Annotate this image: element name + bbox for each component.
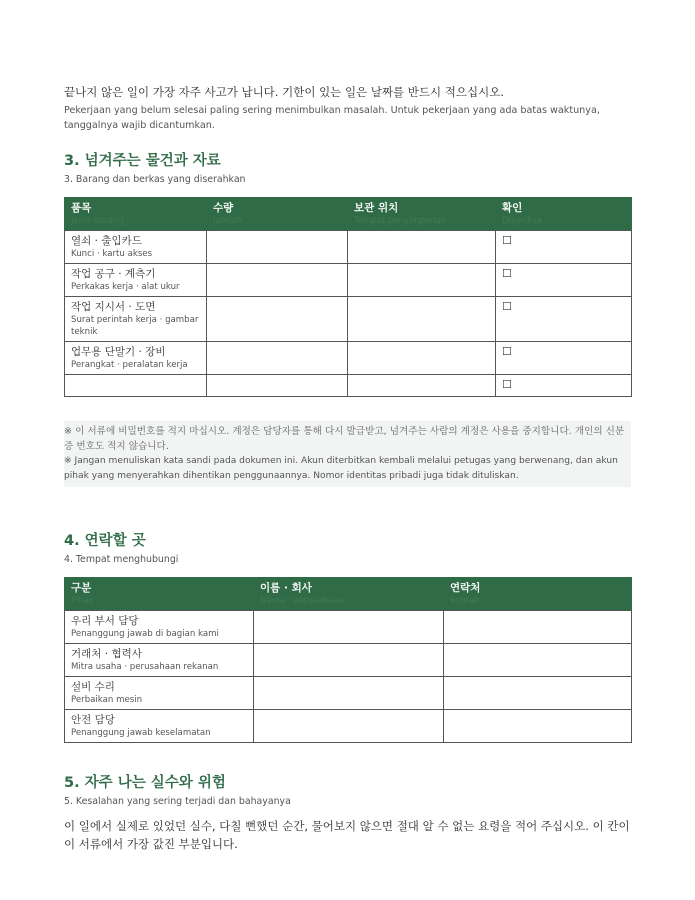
- column-header-party: 구분 Pihak: [65, 577, 254, 611]
- document-page: [64, 84, 631, 853]
- contact-cell[interactable]: [444, 677, 632, 710]
- location-cell[interactable]: [348, 375, 496, 397]
- location-cell[interactable]: [348, 297, 496, 342]
- name-company-cell[interactable]: [254, 611, 444, 644]
- table-row: [65, 710, 632, 743]
- location-cell[interactable]: [348, 264, 496, 297]
- party-cell: 우리 부서 담당 Penanggung jawab di bagian kami: [65, 611, 254, 644]
- party-cell: 거래처 · 협력사 Mitra usaha · perusahaan rekanan: [65, 644, 254, 677]
- checkbox[interactable]: ☐: [502, 300, 512, 313]
- table-row: [65, 375, 632, 397]
- security-note: [64, 421, 631, 487]
- quantity-cell[interactable]: [207, 264, 348, 297]
- section-4: [64, 531, 631, 743]
- checkbox[interactable]: ☐: [502, 267, 512, 280]
- section-5: [64, 773, 631, 853]
- column-header-quantity: 수량 Jumlah: [207, 197, 348, 231]
- checkbox[interactable]: ☐: [502, 345, 512, 358]
- section-4-title: 4. 연락할 곳: [64, 533, 146, 549]
- location-cell[interactable]: [348, 231, 496, 264]
- section-5-subtitle: 5. Kesalahan yang sering terjadi dan bahayanya: [64, 796, 291, 807]
- table-row: [65, 231, 632, 264]
- section-3-title: 3. 넘겨주는 물건과 자료: [64, 153, 221, 169]
- check-cell[interactable]: [496, 375, 632, 397]
- column-header-contact: 연락처 Kontak: [444, 577, 632, 611]
- handover-items-table: [64, 197, 632, 397]
- column-header-name-company: 이름 · 회사 Nama · perusahaan: [254, 577, 444, 611]
- security-note-id: ※ Jangan menuliskan kata sandi pada dokumen ini. Akun diterbitkan kembali melalui petugas yang berwenang, dan akun pihak yang menyerahkan dihentikan penggunaannya. Nomor identitas pribadi juga tidak dituliskan.: [64, 456, 618, 481]
- check-cell[interactable]: [496, 264, 632, 297]
- column-header-location: 보관 위치 Tempat penyimpanan: [348, 197, 496, 231]
- location-cell[interactable]: [348, 342, 496, 375]
- intro-text-id: Pekerjaan yang belum selesai paling sering menimbulkan masalah. Untuk pekerjaan yang ada batas waktunya, tanggalnya wajib dicantumkan.: [64, 105, 600, 131]
- section-3: [64, 151, 631, 487]
- check-cell[interactable]: [496, 231, 632, 264]
- party-cell: 설비 수리 Perbaikan mesin: [65, 677, 254, 710]
- quantity-cell[interactable]: [207, 297, 348, 342]
- table-row: [65, 342, 632, 375]
- contacts-table: [64, 577, 632, 743]
- checkbox[interactable]: ☐: [502, 378, 512, 391]
- table-header-row: [65, 577, 632, 611]
- intro-text-ko: 끝나지 않은 일이 가장 자주 사고가 납니다. 기한이 있는 일은 날짜를 반드시 적으십시오.: [64, 85, 504, 99]
- party-cell: 안전 담당 Penanggung jawab keselamatan: [65, 710, 254, 743]
- quantity-cell[interactable]: [207, 375, 348, 397]
- table-row: [65, 264, 632, 297]
- section-5-title: 5. 자주 나는 실수와 위험: [64, 775, 226, 791]
- check-cell[interactable]: [496, 297, 632, 342]
- name-company-cell[interactable]: [254, 710, 444, 743]
- check-cell[interactable]: [496, 342, 632, 375]
- quantity-cell[interactable]: [207, 342, 348, 375]
- quantity-cell[interactable]: [207, 231, 348, 264]
- item-cell: 작업 지시서 · 도면 Surat perintah kerja · gambar teknik: [65, 297, 207, 342]
- section-5-body: 이 일에서 실제로 있었던 실수, 다칠 뻔했던 순간, 물어보지 않으면 절대 알 수 없는 요령을 적어 주십시오. 이 칸이 이 서류에서 가장 값진 부분입니다.: [64, 819, 630, 851]
- table-row: [65, 644, 632, 677]
- item-cell: 업무용 단말기 · 장비 Perangkat · peralatan kerja: [65, 342, 207, 375]
- contact-cell[interactable]: [444, 710, 632, 743]
- security-note-ko: ※ 이 서류에 비밀번호를 적지 마십시오. 계정은 담당자를 통해 다시 발급받고, 넘겨주는 사람의 계정은 사용을 중지합니다. 개인의 신분증 번호도 적지 않습니다.: [64, 426, 625, 452]
- name-company-cell[interactable]: [254, 677, 444, 710]
- section-4-subtitle: 4. Tempat menghubungi: [64, 554, 179, 565]
- name-company-cell[interactable]: [254, 644, 444, 677]
- section-3-subtitle: 3. Barang dan berkas yang diserahkan: [64, 174, 246, 185]
- table-row: [65, 611, 632, 644]
- column-header-item: 품목 Jenis barang: [65, 197, 207, 231]
- item-cell[interactable]: [65, 375, 207, 397]
- column-header-check: 확인 Diperiksa: [496, 197, 632, 231]
- contact-cell[interactable]: [444, 611, 632, 644]
- table-header-row: [65, 197, 632, 231]
- table-row: [65, 677, 632, 710]
- item-cell: 열쇠 · 출입카드 Kunci · kartu akses: [65, 231, 207, 264]
- checkbox[interactable]: ☐: [502, 234, 512, 247]
- item-cell: 작업 공구 · 계측기 Perkakas kerja · alat ukur: [65, 264, 207, 297]
- table-row: [65, 297, 632, 342]
- contact-cell[interactable]: [444, 644, 632, 677]
